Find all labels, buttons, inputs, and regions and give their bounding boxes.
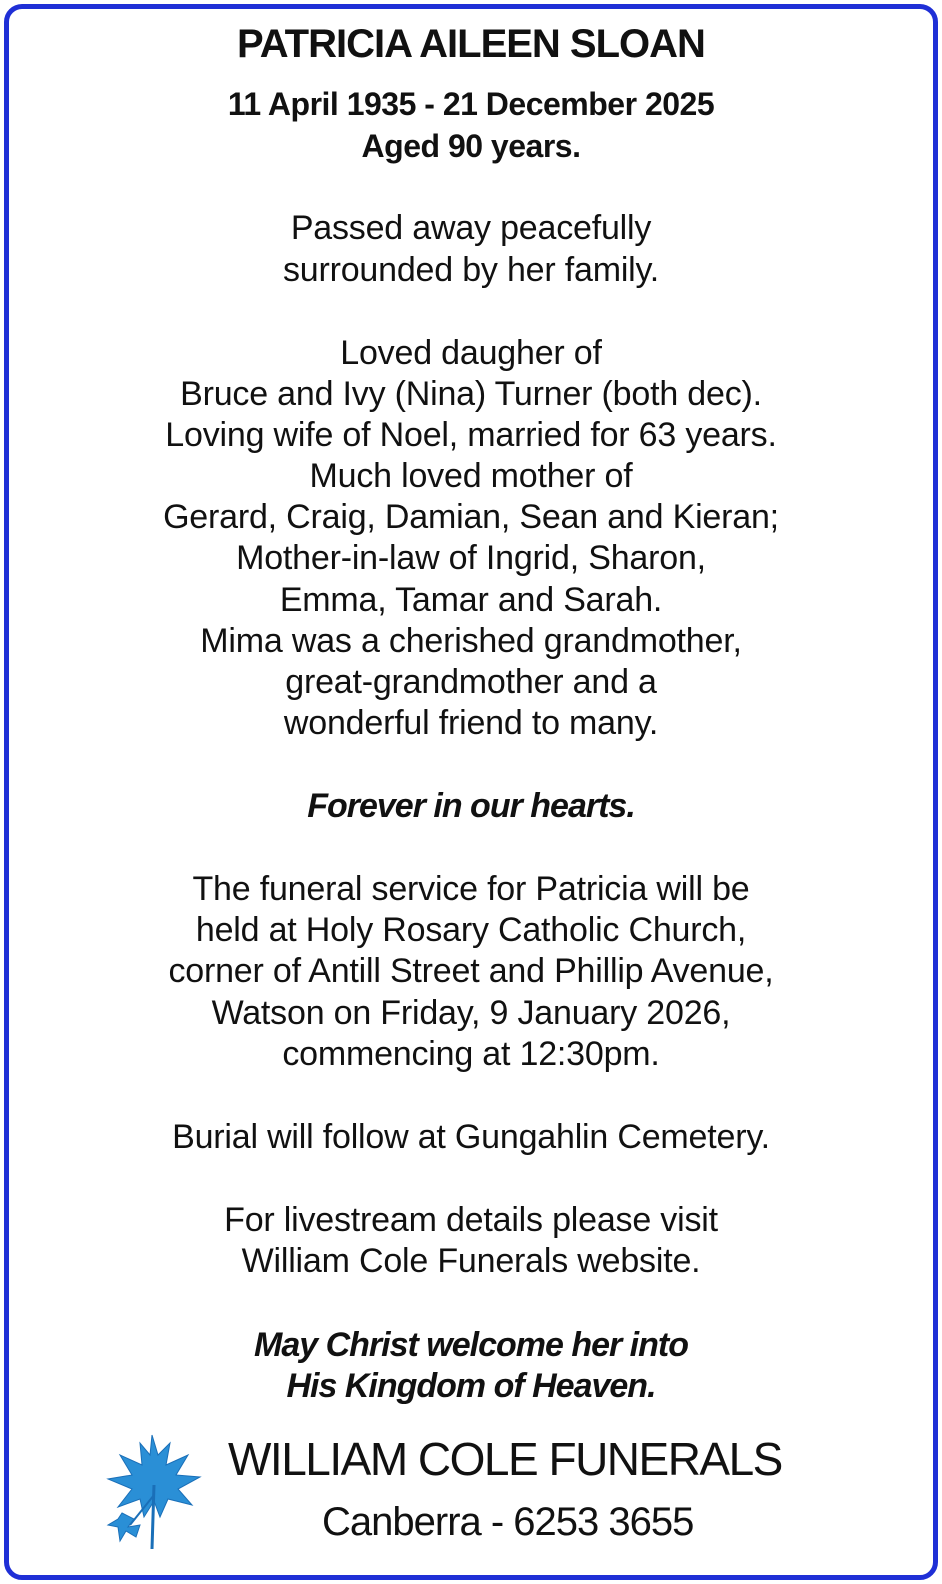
service-line: held at Holy Rosary Catholic Church, (195, 911, 747, 949)
family-line: great-grandmother and a (285, 663, 657, 701)
life-dates: 11 April 1935 - 21 December 2025 (227, 86, 715, 122)
service-line: Watson on Friday, 9 January 2026, (211, 994, 731, 1032)
prayer-line: His Kingdom of Heaven. (286, 1367, 656, 1405)
prayer-line: May Christ welcome her into (254, 1326, 688, 1364)
family-line: wonderful friend to many. (283, 704, 659, 742)
family-line: Loving wife of Noel, married for 63 years. (165, 416, 777, 454)
funeral-home-brand: WILLIAM COLE FUNERALS (228, 1433, 782, 1485)
passed-line: Passed away peacefully (290, 209, 652, 247)
passed-line: surrounded by her family. (282, 251, 660, 289)
service-line: commencing at 12:30pm. (282, 1035, 660, 1073)
funeral-home-contact: Canberra - 6253 3655 (322, 1500, 694, 1544)
family-line: Gerard, Craig, Damian, Sean and Kieran; (163, 498, 779, 536)
family-line: Loved daugher of (340, 334, 602, 372)
maple-leaf-icon (100, 1425, 210, 1550)
service-line: corner of Antill Street and Phillip Avenue, (168, 952, 774, 990)
service-line: The funeral service for Patricia will be (192, 870, 750, 908)
family-line: Mima was a cherished grandmother, (200, 622, 742, 660)
tribute-line: Forever in our hearts. (307, 787, 635, 825)
livestream-line: For livestream details please visit (224, 1201, 718, 1239)
burial-line: Burial will follow at Gungahlin Cemetery. (172, 1118, 770, 1156)
family-line: Much loved mother of (309, 457, 633, 495)
family-line: Emma, Tamar and Sarah. (279, 581, 663, 619)
family-line: Mother-in-law of Ingrid, Sharon, (236, 539, 706, 577)
deceased-name: PATRICIA AILEEN SLOAN (237, 22, 705, 66)
livestream-line: William Cole Funerals website. (241, 1242, 701, 1280)
age-line: Aged 90 years. (361, 128, 581, 164)
family-line: Bruce and Ivy (Nina) Turner (both dec). (180, 375, 762, 413)
